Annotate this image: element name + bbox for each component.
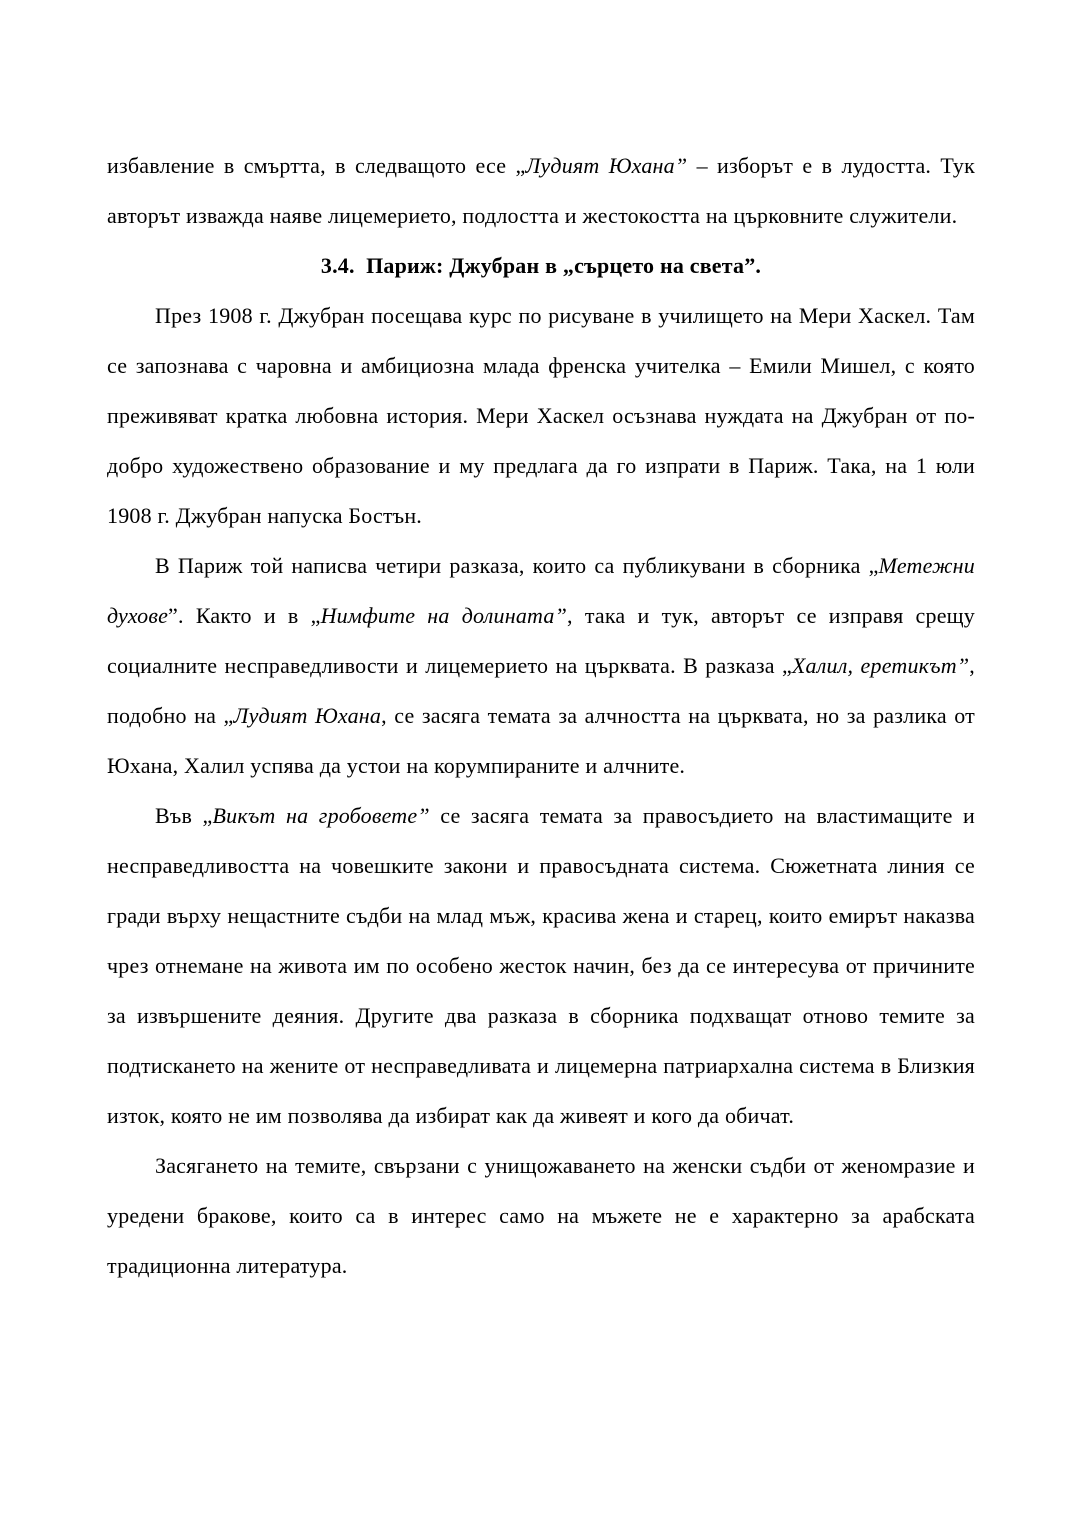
text-run: , се засяга темата за алчността на църквата, но за разлика от Юхана, Халил успява да устои на корумпираните и алчните. xyxy=(107,703,975,778)
paragraph-church-servants xyxy=(107,141,975,241)
paragraph-women-themes xyxy=(107,1141,975,1291)
text-run: Халил, еретикът” xyxy=(791,653,970,678)
text-run: избавление в смъртта, в следващото есе „ xyxy=(107,153,526,178)
section-heading-3-4 xyxy=(107,241,975,291)
text-run: , подобно на „ xyxy=(107,653,975,728)
text-run: Лудият Юхана” xyxy=(525,153,688,178)
text-run: се засяга темата за правосъдието на властимащите и несправедливостта на човешките закони и правосъдната система. Сюжетната линия се гради върху нещастните съдби на млад мъж, красива жена и старец, които емирът наказва чрез отнемане на живота им по особено жесток начин, без да се интересува от причините за извършените деяния. Другите два разказа в сборника подхващат отново темите за подтискането на жените от несправедливата и лицемерна патриархална система в Близкия изток, която не им позволява да избират как да живеят и кого да обичат. xyxy=(107,803,975,1128)
text-run: Метежни духове xyxy=(107,553,975,628)
text-run: През 1908 г. Джубран посещава курс по рисуване в училището на Мери Хаскел. Там се запознава с чаровна и амбициозна млада френска учителка – Емили Мишел, с която преживяват кратка любовна история. Мери Хаскел осъзнава нуждата на Джубран от по-добро художествено образование и му предлага да го изпрати в Париж. Така, на 1 юли 1908 г. Джубран напуска Бостън. xyxy=(107,303,975,528)
text-run: , така и тук, авторът се изправя срещу социалните несправедливости и лицемерието на църквата. В разказа „ xyxy=(107,603,975,678)
text-run: Във „ xyxy=(155,803,213,828)
paragraph-four-stories xyxy=(107,541,975,791)
paragraph-1908-paris xyxy=(107,291,975,541)
text-run: – изборът е в лудостта. Тук авторът изважда наяве лицемерието, подлостта и жестокостта на църковните служители. xyxy=(107,153,976,228)
text-run: 3.4. Париж: Джубран в „сърцето на света”. xyxy=(320,253,762,278)
text-run: Засягането на темите, свързани с унищожаването на женски съдби от женомразие и уредени бракове, които са в интерес само на мъжете не е характерно за арабската традиционна литература. xyxy=(107,1153,975,1278)
text-run: Нимфите на долината” xyxy=(320,603,568,628)
paragraph-cry-of-graves xyxy=(107,791,975,1141)
text-run: В Париж той написва четири разказа, които са публикувани в сборника „ xyxy=(155,553,879,578)
text-run: ”. Както и в „ xyxy=(168,603,321,628)
text-run: Викът на гробовете” xyxy=(212,803,430,828)
text-run: Лудият Юхана xyxy=(233,703,382,728)
